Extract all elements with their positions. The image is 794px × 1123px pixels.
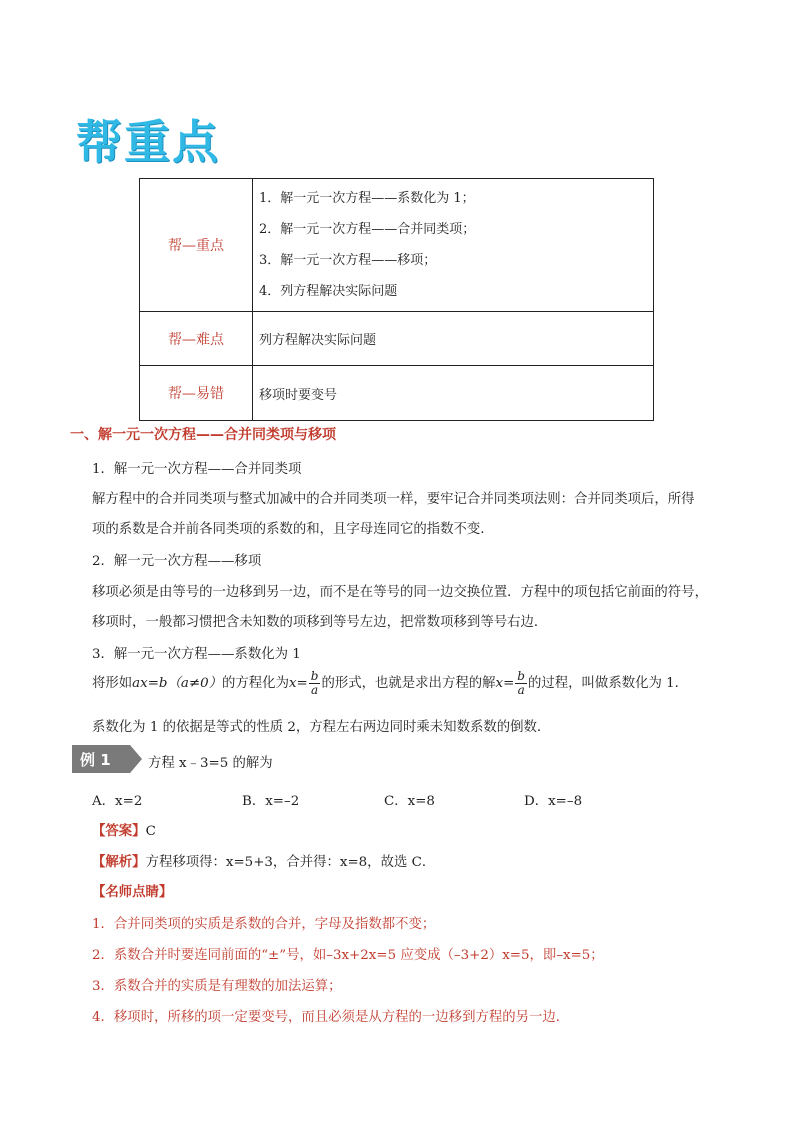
p1-body-b: 项的系数是合并前各同类项的系数的和，且字母连同它的指数不变． [92,522,494,537]
p2-body-a: 移项必须是由等号的一边移到另一边，而不是在等号的同一边交换位置．方程中的项包括它前面的符号， [92,585,708,600]
tips-label: 【名师点睛】 [92,884,173,900]
analysis-label: 【解析】 [92,854,146,870]
p3-body-a [92,670,688,697]
fraction [515,670,527,697]
answer-label: 【答案】 [92,823,146,839]
p1-heading: 1．解一元一次方程——合并同类项 [92,462,302,477]
p1-body-a: 解方程中的合并同类项与整式加减中的合并同类项一样，要牢记合并同类项法则：合并同类项后，所得 [92,492,695,507]
p2-body-b: 移项时，一般都习惯把含未知数的项移到等号左边，把常数项移到等号右边． [92,615,548,630]
option-b: B．x=–2 [242,794,300,809]
table-row [140,179,654,312]
option-c: C．x=8 [384,794,435,809]
key-points-list [253,179,654,312]
math-expression: x= [495,676,515,691]
math-expression: ax=b（a≠0） [132,676,223,691]
text-fragment: 的过程，叫做系数化为 1． [527,676,689,691]
fraction-numerator: b [517,669,525,683]
tip-item: 2．系数合并时要连同前面的“±”号，如–3x+2x=5 应变成（–3+2）x=5，即–x=5； [92,948,604,963]
list-item: 1．解一元一次方程——系数化为 1； [259,191,475,206]
error-prone-content: 移项时要变号 [253,366,654,421]
p3-heading: 3．解一元一次方程——系数化为 1 [92,647,301,662]
text-fragment: 将形如 [92,676,133,691]
row-label-key-points: 帮—重点 [140,179,253,312]
example-badge-label: 例 1 [80,751,111,769]
fraction [309,670,321,697]
table-row [140,366,654,421]
analysis-line [92,851,435,870]
p2-heading: 2．解一元一次方程——移项 [92,554,262,569]
tip-item: 4．移项时，所移的项一定要变号，而且必须是从方程的一边移到方程的另一边． [92,1010,570,1025]
fraction-denominator: a [517,683,525,697]
fraction-denominator: a [311,683,319,697]
answer-value: C [145,824,156,839]
answer-line [92,820,156,839]
page-title: 帮重点 [76,115,220,169]
p3-body-b: 系数化为 1 的依据是等式的性质 2，方程左右两边同时乘未知数系数的倒数． [92,720,551,735]
row-label-difficult: 帮—难点 [140,312,253,366]
text-fragment: 的形式，也就是求出方程的解 [321,676,496,691]
text-fragment: 的方程化为 [222,676,289,691]
row-label-error-prone: 帮—易错 [140,366,253,421]
example-question: 方程 x﹣3=5 的解为 [148,756,273,771]
tip-item: 1．合并同类项的实质是系数的合并，字母及指数都不变； [92,917,436,932]
tip-item: 3．系数合并的实质是有理数的加法运算； [92,979,342,994]
section-title: 一、解一元一次方程——合并同类项与移项 [70,427,336,443]
analysis-text: 方程移项得：x=5+3，合并得：x=8，故选 C． [145,855,436,870]
list-item: 3．解一元一次方程——移项； [259,253,437,268]
fraction-numerator: b [310,669,319,683]
option-d: D．x=–8 [524,794,583,809]
difficult-content: 列方程解决实际问题 [253,312,654,366]
table-row [140,312,654,366]
list-item: 2．解一元一次方程——合并同类项； [259,222,476,237]
list-item: 4．列方程解决实际问题 [259,284,398,299]
math-expression: x= [288,676,308,691]
option-a: A．x=2 [92,794,143,809]
focus-table [139,178,654,421]
